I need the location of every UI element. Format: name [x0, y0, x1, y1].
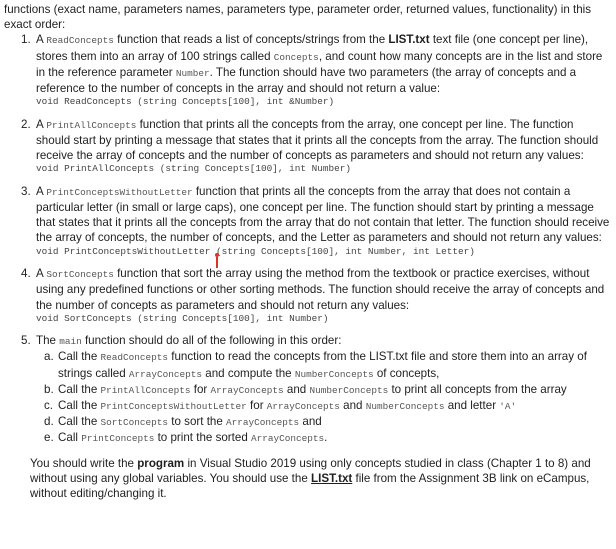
function-name: main	[59, 336, 82, 348]
item-number: 1.	[21, 33, 31, 47]
list-item-4	[21, 266, 612, 325]
list-file-link[interactable]: LIST.txt	[311, 471, 353, 485]
item-number: 2.	[21, 117, 31, 131]
list-item-1	[21, 32, 612, 108]
sub-item-d: d. Call the SortConcepts to sort the ArrayConcepts and	[44, 415, 322, 429]
item-description: A SortConcepts function that sort the array using the method from the textbook or practice exercises, without using any predefined functions or other sorting methods. The function should receive the array of concepts and the number of concepts as parameters and should not return any values:	[36, 267, 605, 312]
sub-item-letter: c.	[44, 399, 54, 413]
sub-item-letter: b.	[44, 382, 54, 396]
function-name: PrintConceptsWithoutLetter	[46, 186, 193, 198]
list-item-2	[21, 117, 612, 176]
sub-item-letter: d.	[44, 415, 54, 429]
function-signature: void ReadConcepts (string Concepts[100], int &Number)	[36, 96, 335, 108]
bold-program: program	[137, 456, 185, 470]
closing-paragraph: You should write the program in Visual Studio 2019 using only concepts studied in class (Chapter 1 to 8) and without using any global variables. You should use the LIST.txt file from the Assignment 3B link on eCampus, without editing/changing it.	[30, 456, 591, 501]
item-number: 3.	[21, 184, 31, 198]
sub-item-b: b. Call the PrintAllConcepts for ArrayConcepts and NumberConcepts to print all concepts from the array	[44, 382, 567, 396]
item-number: 5.	[21, 334, 31, 348]
function-signature: void SortConcepts (string Concepts[100], int Number)	[36, 312, 329, 324]
sub-item-c: c. Call the PrintConceptsWithoutLetter for ArrayConcepts and NumberConcepts and letter 'A'	[44, 399, 517, 413]
list-item-5	[21, 333, 612, 349]
item-description: A ReadConcepts function that reads a list of concepts/strings from the LIST.txt text file (one concept per line), stores them into an array of 100 strings called Concepts, and count how many concepts are in the list and store in the reference parameter Number. The function should have two parameters (the array of concepts and a reference to the number of concepts in the array and should not return a value:	[36, 33, 603, 96]
intro-text: functions (exact name, parameters names, parameters type, parameter order, returned values, functionality) in this exact order:	[4, 3, 592, 32]
sub-item-letter: e.	[44, 431, 54, 445]
sub-item-letter: a.	[44, 350, 54, 364]
function-signature: void PrintAllConcepts (string Concepts[100], int Number)	[36, 163, 352, 175]
file-name: LIST.txt	[388, 33, 430, 47]
item-description: A PrintConceptsWithoutLetter function that prints all the concepts from the array that does not contain a particular letter (in small or large caps), one concept per line. The function should start by printing a message that states that it prints all the concepts from the array that do not contain that letter. The function should receive the array of concepts, the number of concepts, and the Letter as parameters and should not return any values:	[36, 184, 610, 245]
item-number: 4.	[21, 267, 31, 281]
function-name: ReadConcepts	[46, 35, 114, 47]
list-item-3	[21, 184, 612, 258]
sub-item-e: e. Call PrintConcepts to print the sorted ArrayConcepts.	[44, 431, 328, 445]
function-signature: void PrintConceptsWithoutLetter (string Concepts[100], int Number, int Letter)	[36, 245, 475, 257]
function-name: SortConcepts	[46, 269, 114, 281]
function-name: PrintAllConcepts	[46, 119, 137, 131]
sub-item-a: a. Call the ReadConcepts function to read the concepts from the LIST.txt file and store them into an array of strings called ArrayConcepts and compute the NumberConcepts of concepts,	[44, 350, 587, 380]
item-description: The main function should do all of the following in this order:	[36, 334, 342, 348]
item-description: A PrintAllConcepts function that prints all the concepts from the array, one concept per line. The function should start by printing a message that states that it prints all the concepts from the array. The function should receive the array of concepts and the number of concepts as parameters and should not return any values:	[36, 117, 599, 163]
